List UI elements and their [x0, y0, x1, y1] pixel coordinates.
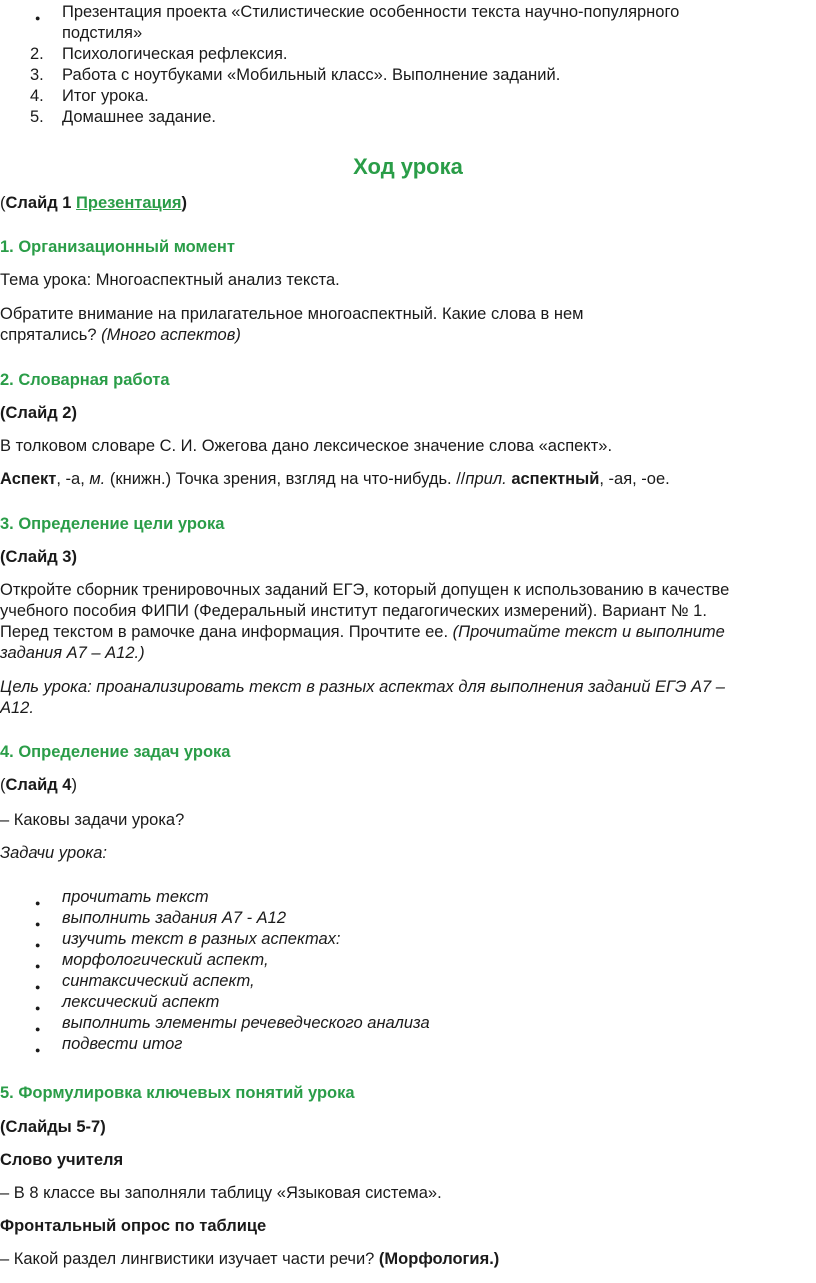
section-heading: 5. Формулировка ключевых понятий урока: [0, 1084, 355, 1102]
def-adjective: аспектный: [511, 470, 600, 488]
slide-1-line: [0, 193, 187, 214]
bullet-icon: ●: [35, 940, 41, 950]
section-heading: 1. Организационный момент: [0, 238, 235, 256]
list-item: Домашнее задание.: [62, 108, 216, 126]
tasks-label: Задачи урока:: [0, 844, 107, 862]
list-item: выполнить задания А7 - А12: [62, 909, 287, 927]
paragraph: Тема урока: Многоаспектный анализ текста.: [0, 271, 340, 289]
paren: ): [71, 776, 77, 794]
text: (Прочитайте текст и выполните: [452, 623, 725, 641]
slide-label: (Слайд 2): [0, 404, 77, 422]
answer-text: (Много аспектов): [101, 326, 241, 344]
paragraph: задания А7 – А12.): [0, 644, 145, 662]
definition: [0, 469, 670, 490]
slide-label: Слайд 4: [5, 776, 72, 794]
text: прил.: [465, 470, 507, 488]
list-item: подвести итог: [62, 1035, 183, 1053]
list-item: Презентация проекта «Стилистические особенности текста научно-популярного: [62, 3, 680, 21]
paragraph: В толковом словаре С. И. Ожегова дано лексическое значение слова «аспект».: [0, 437, 613, 455]
text: спрятались?: [0, 326, 102, 344]
list-item: Итог урока.: [62, 87, 149, 105]
lesson-goal: Цель урока: проанализировать текст в разных аспектах для выполнения заданий ЕГЭ А7 –: [0, 678, 725, 696]
section-heading: 2. Словарная работа: [0, 371, 170, 389]
paren: (: [0, 776, 6, 794]
list-number: 2.: [30, 45, 44, 63]
subheading: Слово учителя: [0, 1151, 124, 1169]
list-number: 5.: [30, 108, 44, 126]
bullet-icon: ●: [35, 898, 41, 908]
lesson-goal: А12.: [0, 699, 34, 717]
paren: ): [181, 194, 187, 212]
paragraph: [0, 622, 725, 643]
list-number: 3.: [30, 66, 44, 84]
list-item: Психологическая рефлексия.: [62, 45, 288, 63]
paragraph: Откройте сборник тренировочных заданий ЕГЭ, который допущен к использованию в качестве: [0, 581, 730, 599]
text: , -а,: [56, 470, 90, 488]
bullet-icon: ●: [35, 1003, 41, 1013]
paragraph: Обратите внимание на прилагательное многоаспектный. Какие слова в нем: [0, 305, 584, 323]
paragraph: [0, 1249, 499, 1270]
list-item: изучить текст в разных аспектах:: [62, 930, 341, 948]
paragraph: – В 8 классе вы заполняли таблицу «Языковая система».: [0, 1184, 442, 1202]
section-heading: 4. Определение задач урока: [0, 743, 231, 761]
bullet-icon: ●: [35, 919, 41, 929]
answer-text: (Морфология.): [378, 1250, 500, 1268]
bullet-icon: ●: [35, 1024, 41, 1034]
list-item: морфологический аспект,: [62, 951, 269, 969]
section-heading: 3. Определение цели урока: [0, 515, 225, 533]
paren: (: [0, 194, 6, 212]
list-item: Работа с ноутбуками «Мобильный класс». Выполнение заданий.: [62, 66, 561, 84]
presentation-link[interactable]: Презентация: [76, 194, 182, 212]
slide-line: [0, 775, 77, 796]
list-number: 4.: [30, 87, 44, 105]
bullet-icon: ●: [35, 961, 41, 971]
text: Перед текстом в рамочке дана информация. Прочтите ее.: [0, 623, 453, 641]
list-item: синтаксический аспект,: [62, 972, 255, 990]
text: (книжн.) Точка зрения, взгляд на что-нибудь. //: [105, 470, 466, 488]
paragraph: – Каковы задачи урока?: [0, 811, 185, 829]
list-item: выполнить элементы речеведческого анализа: [62, 1014, 430, 1032]
bullet-icon: ●: [35, 1045, 41, 1055]
slide-label: Слайд 1: [5, 194, 72, 212]
paragraph: учебного пособия ФИПИ (Федеральный институт педагогических измерений). Вариант № 1.: [0, 602, 707, 620]
paragraph: [0, 325, 241, 346]
bullet-icon: ●: [35, 982, 41, 992]
list-item: лексический аспект: [62, 993, 220, 1011]
subheading: Фронтальный опрос по таблице: [0, 1217, 267, 1235]
slide-label: (Слайд 3): [0, 548, 77, 566]
list-item: прочитать текст: [62, 888, 209, 906]
text: – Какой раздел лингвистики изучает части речи?: [0, 1250, 379, 1268]
text: , -ая, -ое.: [599, 470, 670, 488]
def-word: Аспект: [0, 470, 57, 488]
bullet-icon: ●: [35, 13, 41, 23]
page-title: Ход урока: [353, 154, 463, 179]
slide-label: (Слайды 5-7): [0, 1118, 106, 1136]
text: м.: [89, 470, 106, 488]
list-item-cont: подстиля»: [62, 24, 143, 42]
